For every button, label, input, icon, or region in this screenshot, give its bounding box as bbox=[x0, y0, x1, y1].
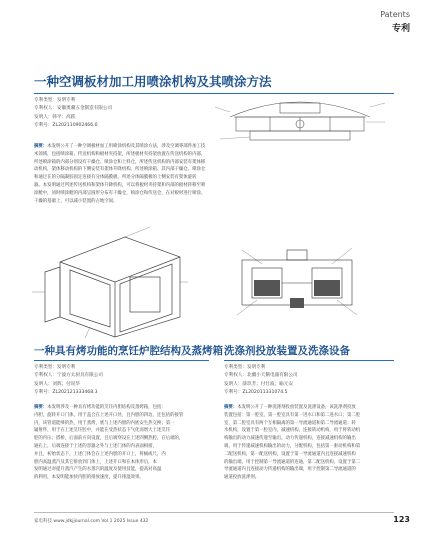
article3-meta bbox=[224, 364, 394, 398]
article1-abstract-lead: 摘要： bbox=[34, 144, 48, 149]
article2-patentee: 专利权人：宁波方太厨具有限公司 bbox=[34, 373, 103, 379]
article3-abstract-line: 本发明公开了一种洗涤剂投放装置及洗涤设备，该洗涤剂投放 bbox=[237, 405, 356, 410]
article3-abstract-line: 通道投放洗涤剂。 bbox=[224, 475, 260, 481]
article2-abstract-line: 并且，初始状态下，上述门体会在上述内胆的开口上，将桶或尺，内 bbox=[34, 451, 166, 457]
article1-abstract-line: 干燥的基础上，可以减小装置的占地空间。 bbox=[34, 198, 118, 204]
article2-abstract-line: 内，该管道能够的热，用于蒸烤，底与上述内胆的内底安生热交换；第一 bbox=[34, 420, 175, 426]
article1-patent-number: 专利号：ZL202110902466.0 bbox=[34, 123, 98, 129]
article1-abstract-line: 和通过在的分隔凝胶固定连接有分体隔膜板，所述分体隔膜板的上侧安装有架体旋转 bbox=[34, 175, 197, 181]
article1-abstract-line: 器。本发明通过所述传送机构和架体升降机构，可以将板材夹持架和内部的板材转移至喷 bbox=[34, 182, 206, 188]
article1-inventors: 发明人：韩平；高跃 bbox=[34, 114, 76, 120]
article2-abstract-line: 发明通过对提升蒸汽产生的水蒸汽的温度及使用技能，提高对高温 bbox=[34, 467, 162, 473]
article3-abstract-line: 装置包括：第一腔室，第一腔室具有第一进水口和第二进水口；第二腔 bbox=[224, 412, 361, 418]
article3-figure bbox=[232, 240, 362, 322]
footer-rule bbox=[34, 512, 394, 513]
footer-text: 家电科技 www.jdkjjournal.com Vol.1 2025 Issue 432 bbox=[34, 519, 149, 524]
article2-title: 一种具有烤功能的烹饪炉腔结构及蒸烤箱 bbox=[34, 345, 223, 357]
section-label-en: Patents bbox=[380, 10, 410, 19]
article1-patent-type: 专利类型：发明专利 bbox=[34, 98, 76, 103]
article1-figure bbox=[210, 97, 390, 143]
article3-patentee: 专利权人：北疆小天鹅电器有限公司 bbox=[224, 373, 298, 379]
article1-abstract-line: 本发明公开了一种空调板材加工用喷涂机构及其喷涂方法，涉及空调零部件加工技 bbox=[47, 144, 206, 149]
article2-abstract-line: 的利用，本发明能加快内胆的排放速度，提升排湿效果。 bbox=[34, 475, 144, 481]
oven-cavity-drawing bbox=[30, 222, 190, 340]
article2-abstract-line: 辐射件，用于在上述烹饪腔中，并能在受热状态下气化而增大上述烹饪 bbox=[34, 428, 171, 434]
section-label-zh: 专利 bbox=[391, 24, 410, 34]
article3-abstract-lead: 摘要： bbox=[224, 405, 238, 410]
article2-abstract-line: 通孔上，后端连接于上述的容器之外与上述门体的内表面相接， bbox=[34, 443, 157, 449]
article3-abstract-line: 二配送机构，第一配送机构，设置于第一导流通道内且连接减速机构 bbox=[224, 451, 356, 457]
article3-abstract bbox=[224, 404, 394, 482]
detergent-device-drawing bbox=[232, 240, 362, 322]
article1-title: 一种空调板材加工用喷涂机构及其喷涂方法 bbox=[34, 74, 272, 89]
article2-figure bbox=[30, 222, 190, 340]
article1-abstract-line: 动机构，架体移动机构的下侧安装有架体升降机构。所述喷涂箱、其内部干燥仓、喷涂仓 bbox=[34, 167, 206, 173]
article3-patent-type: 专利类型：发明专利 bbox=[224, 365, 266, 370]
article3-abstract-line: 构输出的动力减速传递至输出。动力传递机构，连接减速机构的输出 bbox=[224, 436, 356, 442]
article1-abstract bbox=[34, 143, 394, 205]
article1-rule bbox=[34, 93, 394, 94]
article1-abstract-line: 术领域，包括喷涂箱、传送机构和板材夹持架，所述板材夹持架放置在传送机构的内部， bbox=[34, 151, 206, 157]
article1-meta bbox=[34, 97, 204, 131]
article2-abstract bbox=[34, 404, 209, 482]
article1-abstract-line: 所述喷涂箱的内部分别设有干燥仓、喷涂仓和上料仓，所述传送机构的内部安装有架体移 bbox=[34, 159, 206, 165]
article2-abstract-lead: 摘要： bbox=[34, 405, 48, 410]
article2-meta bbox=[34, 364, 209, 398]
article2-patent-type: 专利类型：发明专利 bbox=[34, 365, 76, 370]
article2-abstract-line: 本发明涉及一种具有烤功能的烹饪内胆结构及蒸烤箱，包括： bbox=[47, 405, 166, 410]
article2-rule bbox=[34, 360, 209, 361]
article1-patentee: 专利权人：安徽奥骥五金制造有限公司 bbox=[34, 106, 113, 112]
spray-mechanism-drawing bbox=[210, 97, 390, 143]
article3-abstract-line: 端，用于传递减速机构输出的动力，分配机构，包括第一驱动机构和第 bbox=[224, 443, 361, 449]
article3-abstract-line: 的输出端，用于控制第一导流通道的连通，第二配送机构，设置于第二 bbox=[224, 459, 361, 465]
article2-inventors: 发明人：刘辉；付说华 bbox=[34, 381, 80, 387]
article3-inventors: 发明人：薛玖芳；付仕波；喻元安 bbox=[224, 381, 293, 387]
article3-abstract-line: 导流通道内且连接动力传递机构的输出端，用于控制第二导流通道的 bbox=[224, 467, 356, 473]
article2-abstract-line: 腔的内压；搭桥，后面前方向设置，且后端穿设在上述四侧热腔，在后端的， bbox=[34, 436, 184, 442]
article2-patent-number: 专利号：ZL202121333468.3 bbox=[34, 390, 98, 396]
article2-abstract-line: 内胆，旋转开口门体，用于盖合在上述开口处，且内胆的四边，还包括的接管 bbox=[34, 412, 184, 418]
article3-abstract-line: 水机构，设置于第一腔室内，减速机构，连接转动机构，用于将转动机 bbox=[224, 428, 361, 434]
article3-patent-number: 专利号：ZL202011331074.5 bbox=[224, 390, 288, 396]
article3-title: 洗涤剂投放装置及洗涤设备 bbox=[224, 345, 350, 357]
article1-abstract-line: 涂舱中，同时喷涂舱的内部呈圆形分布有干燥仓，喷涂仓和传送仓，在对板材进行喷涂、 bbox=[34, 190, 206, 196]
page-number: 123 bbox=[393, 515, 410, 524]
article3-abstract-line: 室，第二腔室具有两个互相隔离的第一导流通道和第二导流通道；转 bbox=[224, 420, 356, 426]
article2-abstract-line: 胆内高温蒸汽及其它排放到门体上，上述开口和在本体形后，本 bbox=[34, 459, 157, 465]
article3-rule bbox=[224, 360, 394, 361]
